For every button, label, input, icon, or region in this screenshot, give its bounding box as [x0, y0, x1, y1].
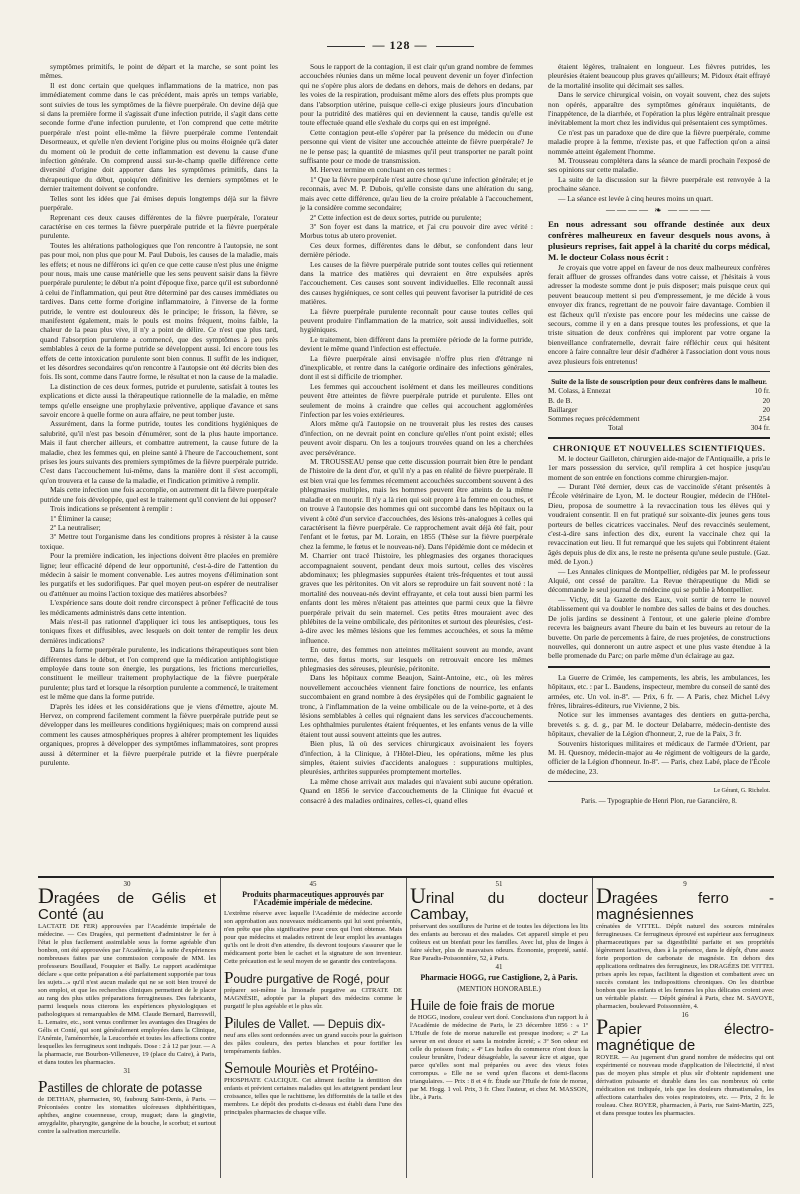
appeal-heading: En nous adressant sou offrande destinée aux deux confrères malheureux en faveur desquels nous avons, à plusieurs reprises, fait appel à la charité du corps médical, M. le docteur Colass nous écrit :: [548, 218, 770, 262]
paragraph: 2º La neutraliser;: [50, 522, 101, 532]
column-right: [548, 62, 770, 870]
ad-title: Produits pharmaceutiques approuvés par l'Académie impériale de médecine.: [242, 890, 384, 907]
paragraph: symptômes primitifs, le point de départ et la marche, se sont point les mêmes.: [40, 62, 278, 81]
total-amount: 304 fr.: [750, 423, 770, 433]
ad-body: PHOSPHATE CALCIQUE. Cet aliment facilite la dentition des enfants et prévient certaines maladies qui les atteignent pendant leur croissance, telles que le rachitisme, les difformités de la taille et des membres. Le dépôt des produits ci-dessus est établi dans l'une des principales pharmacies de chaque ville.: [224, 1077, 402, 1116]
chronique-items: [548, 454, 770, 661]
book-notice: Notice sur les immenses avantages des dentiers en gutta-percha, brevetés s. g. d. g., par M. le docteur Delabarre, médecin-dentiste des hôpitaux, chevalier de la Légion d'honneur, 2, rue de la Paix, 3 fr.: [548, 710, 770, 739]
column-middle: [300, 62, 533, 862]
rule: [548, 437, 770, 439]
chronique-title: CHRONIQUE ET NOUVELLES SCIENTIFIQUES.: [552, 443, 766, 454]
donor-name: M. Colass, à Ennezat: [548, 386, 611, 396]
paragraph: Le traitement, bien différent dans la première période de la forme putride, devient le même quand l'infection est effectuée.: [300, 334, 533, 354]
paragraph: Mais n'est-il pas rationnel d'appliquer ici tous les antiseptiques, tous les toniques fixes et diffusibles, avec lesquels on doit tenter de remplir les deux dernières indications?: [40, 616, 278, 645]
ad-body: L'extrême réserve avec laquelle l'Académie de médecine accorde son approbation aux nouveaux médicaments qui lui sont présentés, n'en prête que plus significative pour ceux qui l'ont obtenue. Mais pour que médecins et malades retirent de leur emploi les avantages qu'ils ont le droit d'en attendre, ils devront toujours s'assurer que le médicament porte bien le cachet et la signature de son inventeur. Cette précaution est le seul moyen de se garantir des contrefaçons.: [224, 910, 402, 965]
printer-line: Paris. — Typographie de Henri Plon, rue Garancière, 8.: [581, 796, 737, 805]
news-item: M. le docteur Gailleton, chirurgien aide-major de l'Antiquaille, a pris le 1er mars possession du service, qu'il remplira à cet hospice jusqu'au moment de son entrée en fonctions comme chirurgien-major.: [548, 453, 770, 482]
ad-gelis-conte: [38, 880, 216, 1176]
ad-title: Dragées de Gélis et Conté (au: [38, 883, 216, 923]
subscription-table: [548, 386, 770, 423]
ad-title: Pilules de Vallet. — Depuis dix-: [224, 1013, 386, 1032]
donation-amount: 10 fr.: [754, 386, 770, 396]
ad-number: 45: [309, 880, 317, 888]
ornament-divider: ———— ❧ ————: [605, 205, 713, 216]
paragraph: 3º Mettre tout l'organisme dans les conditions propres à résister à la cause toxique.: [40, 532, 278, 551]
ad-number: 30: [123, 880, 131, 888]
paragraph: Pour la première indication, les injections doivent être placées en première ligne; leur efficacité dépend de leur opportunité, c'est-à-dire de l'attention du médecin à saisir le moment convenable. Les autres moyens d'élimination sont les purgatifs et les sudorifiques. Par quel moyen peut-on espérer de neutraliser ou d'atténuer au moins l'action toxique des matières absorbées?: [40, 551, 278, 598]
ad-body: de DETHAN, pharmacien, 90, faubourg Saint-Denis, à Paris. — Préconisées contre les stomatites ulcéreuses diphthéritiques, aphthes, angine couenneuse, croup, muguet; dans la gingivite, amygdalite, pharyngite, gangrène de la bouche, le scorbut; et surtout contre la salivation mercurielle.: [38, 1096, 216, 1135]
gerant-line: Le Gérant, G. Richelot.: [713, 788, 770, 795]
ad-title: Urinal du docteur Cambay,: [410, 883, 588, 923]
ad-mention: (MENTION HONORABLE.): [457, 985, 541, 993]
ad-body: crénatées de VITTEL. Dépôt naturel des sources minérales ferrugineuses. Ce ferrugineux éprouvé est supérieur aux ferrugineux pharmaceutiques par sa digestibilité parfaite et ses propriétés légèrement laxatives, dues à la présence, dans le dépôt, d'une assez forte proportion de carbonate de magnésie. En dehors des applications ordinaires des ferrugineux, les DRAGÉES DE VITTEL prises après les repas, facilitent la digestion et combattent avec un succès constant les indispositions chroniques. On les distribue bonbon que les enfants et les femmes les plus délicates croient avec un véritable plaisir. — Dépôt général à Paris, chez M. SAVOYE, pharmacien, boulevard Poissonnière, 4.: [596, 923, 774, 1010]
ad-body: préservant des souillures de l'urine et de toutes les déjections les lits des enfants au berceau et des malades. Cet appareil simple et peu coûteux est un bienfait pour les familles. Avec lui, plus de linges à faire sécher, plus de mauvaises odeurs. Économie, propreté, santé. Rue Paradis-Poissonnière, 52, à Paris.: [410, 923, 588, 962]
paragraph: La distinction de ces deux formes, putride et purulente, satisfait à toutes les explications et dicte aussi la thérapeutique rationnelle de la maladie, en même temps qu'elle enseigne une prophylaxie préventive, applique d'avance et sans savoir encore à quelle forme on aura affaire, ne peut tomber juste.: [40, 381, 278, 420]
paragraph: Ce n'est pas un paradoxe que de dire que la fièvre puerpérale, comme maladie propre à la femme, n'existe pas, et que l'affection qu'on a ainsi nommée atteint également l'homme.: [548, 127, 770, 156]
donation-amount: 20: [762, 404, 770, 414]
paragraph: Les causes de la fièvre puerpérale putride sont toutes celles qui retiennent dans la matrice des matières qui devraient en être expulsées après l'accouchement. Ces causes sont souvent individuelles. Elle reconnaît aussi des causes hygiéniques, ce sont celles qui peuvent favoriser la putridité de ces matières.: [300, 259, 533, 307]
paragraph: La même chose arrivait aux malades qui n'avaient subi aucune opération. Quand en 1856 le service d'accouchements de la Clinique fut évacué et consacré à des maladies ordinaires, celles-ci, quand elles: [300, 776, 533, 805]
subscription-total: [548, 423, 770, 432]
ad-separator: [220, 878, 221, 1178]
appeal-body: Je croyais que votre appel en faveur de nos deux malheureux confrères ferait affluer de grosses offrandes dans votre caisse, et j'hésitais à vous adresser la modeste somme dont je puis disposer; mais puisque ceux qui peuvent beaucoup mettent si peu d'empressement, je me décide à vous envoyer dix francs, regrettant de ne pouvoir faire davantage. Combien il est fâcheux qu'il n'existe pas encore pour les médecins une caisse de secours, comme il y en a dans presque toutes les professions, et que la triste situation de deux confrères qui implorent par votre organe la bienveillance confraternelle, devrait faire réfléchir ceux qui hésitent encore à faire connaître leur désir d'adhérer à l'association dont vous nous avez plusieurs fois entretenus!: [548, 262, 770, 366]
paragraph: Toutes les altérations pathologiques que l'on rencontre à l'autopsie, ne sont pas pour moi, non plus que pour M. Paul Dubois, les causes de la maladie, mais les effets; et nous ne différons ici qu'en ce que cette cause n'est plus une énigme pour nous, mais une cause matérielle que les sens peuvent saisir dans la fièvre puerpérale purulente; le début n'a point d'époque fixe, parce qu'il est subordonné à celui de l'inflammation, qui peut être déterminé par des causes immédiates ou tardives. Dans cette forme d'origine inflammatoire, à l'inverse de la forme putride, le ventre est douloureux dès le principe; le frisson, la fièvre, se manifestent également, mais le pouls est moins fréquent, moins faible, la chaleur de la peau plus vive, il n'y a point de délire. Ce n'est que plus tard, quand l'absorption purulente a commencé, que des symptômes à peu près semblables à ceux de la forme putride se développent aussi. Ici encore tous les effets de cette intoxication purulente sont bien connus. Il suffit de les indiquer, et les désordres secondaires qu'on rencontre à l'autopsie ont été décrits bien des fois. Ils sont, comme dans l'autre forme, le résultat et non la cause de la maladie.: [40, 240, 278, 382]
advertisements: [38, 876, 774, 1178]
rule: [548, 781, 770, 782]
ad-title: Huile de foie frais de morue: [410, 995, 555, 1014]
paragraph: La fièvre puerpérale purulente reconnaît pour cause toutes celles qui peuvent produire l'inflammation de la matrice, soit aussi individuelles, soit hygiéniques.: [300, 306, 533, 335]
donor-name: Baillarger: [548, 404, 578, 414]
paragraph: La fièvre puerpérale ainsi envisagée n'offre plus rien d'étrange ni d'inexplicable, et rentre dans la catégorie ordinaire des infections générales, dont il est si difficile de triompher.: [300, 353, 533, 382]
ad-title: Poudre purgative de Rogé, pour: [224, 968, 390, 987]
ad-title: Pharmacie HOGG, rue Castiglione, 2, à Paris.: [420, 973, 578, 982]
ad-body: de HOGG, inodore, couleur vert doré. Conclusions d'un rapport lu à l'Académie de médecine de Paris, le 23 décembre 1856 : « 1º L'Huile de foie de morue naturelle est presque inodore; « 2º La saveur en est douce et sans la moindre âcreté; « 3º Son odeur est celle du poisson frais; « 4º Les huiles du commerce n'ont doux la couleur brunâtre, l'odeur désagréable, la saveur âcre et aigue, que parce qu'elles sont mal préparées ou avec des vieux foies corrompus. » Elle ne se vend qu'en flacons et demi-flacons triangulaires. — Prix : 8 et 4 fr. Étude sur l'Huile de foie de morue, par M. Hogg. 1 vol. Prix, 3 fr. Chez l'auteur, et chez M. MASSON, libr., à Paris.: [410, 1014, 588, 1101]
paragraph: Mais cette infection une fois accomplie, on autrement dit la fièvre puerpérale putride une fois développée, quel est le traitement qu'il convient de lui opposer?: [40, 485, 278, 504]
donation-amount: 20: [762, 395, 770, 405]
paragraph: Reprenant ces deux causes différentes de la fièvre puerpérale, l'orateur caractérise en ces termes la fièvre puerpérale putride et la fièvre puerpérale purulente.: [40, 212, 278, 241]
paragraph: Dans le service chirurgical voisin, on voyait souvent, chez des sujets non opérés, apparaître des symptômes généraux inquiétants, de l'inappétence, de la diarrhée, et l'opération la plus légère entraînait presque inévitablement la mort chez les individus qui présentaient ces symptômes.: [548, 90, 770, 128]
paragraph: Il est donc certain que quelques inflammations de la matrice, non pas immédiatement comme dans le cas précédent, mais après un temps variable, sont suivies de tous les symptômes de la fièvre puerpérale. On devine déjà que si dans la première forme il s'agissait d'une infection putride, il s'agit dans cette seconde forme d'une infection purulente, et l'on comprend que cette métrite puerpérale n'est point elle-même la fièvre puerpérale comme l'entendait Desormeaux, et qu'elle n'en devient l'origine plus ou moins éloignée qu'à dater du moment où le produit de cette inflammation est devenu la cause d'une infection générale. On comprend aussi sur-le-champ quelle différence cette diversité d'origine doit apporter dans les symptômes primitifs, dans la thérapeutique du début, quoiqu'en définitive les derniers symptômes et le dernier traitement doivent se confondre.: [40, 80, 278, 194]
paragraph: étaient légères, traînaient en longueur. Les fièvres putrides, les pleurésies étaient beaucoup plus graves qu'ailleurs; M. Pidoux était effrayé de la mortalité insolite qui décimait ses salles.: [548, 62, 770, 90]
paragraph: D'après les idées et les considérations que je viens d'émettre, ajoute M. Hervez, on comprend facilement comment la fièvre puerpérale putride peut se développer dans les meilleures conditions hygiéniques; mais on comprend aussi comment les causes atmosphériques propres à altérer promptement les liquides organiques, propres à développer des symptômes inflammatoires, sont propres aussi à déterminer et la fièvre puerpérale putride et la fièvre puerpérale purulente.: [40, 701, 278, 768]
ad-separator: [592, 878, 593, 1178]
paragraph: M. Trousseau complétera dans la séance de mardi prochain l'exposé de ses opinions sur cette maladie.: [548, 156, 770, 175]
ad-body: préparer soi-même la limonade purgative au CITRATE DE MAGNÉSIE, adoptée par la plupart des médecins comme le purgatif le plus agréable et le plus sûr.: [224, 987, 402, 1010]
ad-title: Pastilles de chlorate de potasse: [38, 1077, 203, 1096]
paragraph: Dans les hôpitaux comme Beaujon, Saint-Antoine, etc., où les mères nouvellement accouchées viennent faire fonctions de nourrice, les enfants succombaient en grand nombre à des érysipèles qui de l'ombilic gagnaient le tronc, à l'inflammation de la veine ombilicale ou de la veine-porte, et à des lésions semblables à celles qui régnaient dans les services d'accouchements. Les ophthalmies purulentes étaient fréquentes, et les enfants venus de la ville étaient tout aussi souvent atteints que les autres.: [300, 673, 533, 739]
ad-title: Dragées ferro - magnésiennes: [596, 883, 774, 923]
paragraph: — La séance est levée à cinq heures moins un quart.: [558, 193, 713, 203]
paragraph: 2º Cette infection est de deux sortes, putride ou purulente;: [310, 212, 482, 222]
ad-urinal-hogg: [410, 880, 588, 1176]
ad-vittel-royer: [596, 880, 774, 1176]
paragraph: 1º Que la fièvre puerpérale n'est autre chose qu'une infection générale; et je reconnais, avec M. P. Dubois, qu'elle consiste dans une altération du sang, mais avec cette différence, qu'au lieu de la croire préalable à l'accouchement, je la considère comme secondaire;: [300, 174, 533, 213]
paragraph: 3º Son foyer est dans la matrice, et j'ai cru pouvoir dire avec vérité : Morbus totus ab utero proveniet.: [300, 221, 533, 241]
total-label: Total: [608, 423, 624, 433]
donor-name: B. de B.: [548, 395, 573, 405]
paragraph: Bien plus, là où des services chirurgicaux avoisinaient les foyers d'infection, à la Clinique, à l'Hôtel-Dieu, les opérations, même les plus simples, étaient suivies d'accidents analogues : suppurations multiples, pleurésies, arthrites suppurées promptement mortelles.: [300, 739, 533, 777]
ad-number: 41: [495, 963, 503, 971]
book-notice: Souvenirs historiques militaires et médicaux de l'armée d'Orient, par M. H. Quesnoy, médecin-major au 4e régiment de voltigeurs de la garde, officier de la Légion d'honneur. In-8º. — Paris, chez Labé, place de l'École de médecine, 23.: [548, 738, 770, 776]
paragraph: Dans la forme puerpérale purulente, les indications thérapeutiques sont bien différentes dans le début, et l'on comprend que la médication antiphlogistique employée dans toute son énergie, les purgations, les frictions mercurielles, constituent le meilleur traitement prophylactique de la fièvre puerpérale purulente; plus tard et lorsque la résorption purulente a commencé, le traitement est le même que dans la forme putride.: [40, 645, 278, 702]
subscription-title: Suite de la liste de souscription pour deux confrères dans le malheur.: [551, 376, 767, 386]
news-item: — Durant l'été dernier, deux cas de vaccinoïde s'étant présentés à l'École vétérinaire de Lyon, M. le docteur Rougier, médecin de l'Hôtel-Dieu, proposa de soumettre à la revaccination tous les élèves qui y voudraient consentir. Il en fut pratiqué sur soixante-dix jeunes gens tous porteurs de belles cicatrices vaccinales. Neuf des revaccinés seulement, c'est-à-dire sans infection des dix, eurent la vaccinale chez qui la revaccination eut lieu. Il fut remarqué que les sujets qui l'obtinrent étaient âgés depuis plus de dix ans, le reste ne présenta qu'une seule pustule. (Gaz. méd. de Lyon.): [548, 482, 770, 567]
paragraph: M. TROUSSEAU pense que cette discussion pourrait bien être le pendant de l'histoire de la dent d'or, et qu'il n'y a pas en réalité de fièvre puerpérale. Il est bien vrai que les femmes récemment accouchées succombent souvent à des phlegmasies multiples, mais les hommes peuvent être atteints de la même maladie et en mourir. Il n'y a là rien qui soit propre à la femme en couches, et on trouve à l'autopsie des hommes qui ont succombé dans les hôpitaux ou la vivent à côté d'un service d'accouchées, des lésions très-analogues à celles qui caractérisent la fièvre puerpérale. Ce rapprochement avait déjà été fait, pour l'enfant et le fœtus, par M. Lorain, en 1855 (Thèse sur la fièvre puerpérale chez la femme, le fœtus et le nouveau-né). Dans l'épidémie dont ce médecin et M. Charrier ont tracé l'histoire, les phlegmasies des organes thoraciques accompagnaient souvent, pendant deux mois surtout, celles des viscères abdominaux; les phlegmasies suppurées étaient très-fréquentes et tout aussi graves que les péritonites. On vit alors se reproduire un fait souvent noté : la mortalité des nouveau-nés devint effrayante, et cela tout aussi bien parmi les enfants dont les mères n'étaient pas atteintes que parmi ceux que la fièvre puerpérale privait du sein maternel. Ces petits êtres mouraient avec des phlébites de la veine ombilicale, des péritonites et surtout des pleurésies, c'est-à-dire avec les mêmes lésions que les femmes accouchées, et sous la même influence.: [300, 457, 533, 645]
paragraph: Sous le rapport de la contagion, il est clair qu'un grand nombre de femmes accouchées réunies dans un même local peuvent devenir un foyer d'infection qui ne s'opère plus alors de dedans en dehors, mais de dehors en dedans, par les voies de la respiration, produisant même alors des effets plus prompts que dans l'absorption utérine, puisque celle-ci exige plusieurs jours d'incubation pour la putridité des matières qui en deviennent la cause, tandis qu'elle est toute effectuée quand elle s'exhale du corps qui en est imprégné.: [300, 62, 533, 128]
book-notice: La Guerre de Crimée, les campements, les abris, les ambulances, les hôpitaux, etc. : par L. Baudens, inspecteur, membre du conseil de santé des armées, etc. Un vol. in-8º. — Prix, 6 fr. — A Paris, chez Michel Lévy frères, libraires-éditeurs, rue Vivienne, 2 bis.: [548, 672, 770, 710]
rule: [548, 666, 770, 668]
paragraph: Cette contagion peut-elle s'opérer par la présence du médecin ou d'une personne qui vient de visiter une accouchée atteinte de fièvre puerpérale? Je ne le pense pas; la quantité de miasmes qu'il peut transporter ne paraît point suffisante pour ce mode de transmission.: [300, 127, 533, 166]
column-left: [40, 62, 278, 862]
page-number: — 128 —: [0, 38, 800, 53]
book-notices: [548, 673, 770, 776]
paragraph: M. Hervez termine en concluant en ces termes :: [310, 165, 451, 175]
news-item: — Vichy, dit la Gazette des Eaux, voit sortir de terre le nouvel établissement qui va doubler le nombre des salles de bains et des douches. De jolis jardins se dessinent à l'entour, et une galerie pleine d'ombre recevra les baigneurs avant l'heure du bain et les buveurs au retour de la buvette. On parle de percements à faire, de rues projetées, de constructions nouvelles, qui donneront un autre aspect et une plus vaste étendue à la belle promenade du Parc; on parle même d'un éclairage au gaz.: [548, 594, 770, 661]
ad-number: 9: [683, 880, 687, 888]
paragraph: L'expérience sans doute doit rendre circonspect à prôner l'efficacité de tous les médicaments administrés dans cette intention.: [40, 598, 278, 617]
subscription-row: [548, 405, 770, 414]
ad-title: Semoule Mouriès et Protéino-: [224, 1058, 378, 1077]
paragraph: Trois indications se présentent à remplir :: [50, 504, 173, 514]
paragraph: En outre, des femmes non atteintes mélitaient souvent au monde, avant terme, des fœtus morts, sur lesquels on retrouvait encore les mêmes phlegmasies des séreuses, pleurésie, péritonite.: [300, 645, 533, 673]
ad-separator: [406, 878, 407, 1178]
paragraph: Assurément, dans la forme putride, toutes les conditions hygiéniques de salubrité, qu'il n'est pas besoin d'énumérer, sont de la plus haute importance. Mais il faut chercher ailleurs, et combattre autrement, la cause future de la maladie, chez les femmes qui, en pleine santé à l'heure de l'accouchement, sont prises les jours suivants des premiers symptômes de la fièvre puerpérale putride. C'est dans l'accouchement lui-même, dans la manière dont il s'est accompli, qu'on trouvera et la cause de la maladie, et l'indication primitive à remplir.: [40, 419, 278, 485]
paragraph: Telles sont les idées que j'ai émises depuis longtemps déjà sur la fièvre puerpérale.: [40, 193, 278, 213]
ad-body: neuf ans elles sont ordonnées avec un grand succès pour la guérison des pâles couleurs, des pertes blanches et pour fortifier les tempéraments faibles.: [224, 1032, 402, 1055]
donor-name: Sommes reçues précédemment: [548, 413, 640, 423]
discussion-end: [548, 62, 770, 203]
ad-produits-pharmaceutiques: [224, 880, 402, 1176]
paragraph: La suite de la discussion sur la fièvre puerpérale est renvoyée à la prochaine séance.: [548, 174, 770, 194]
news-item: — Les Annales cliniques de Montpellier, rédigées par M. le professeur Alquié, ont cessé de paraître. La Revue thérapeutique du Midi se décommande le seul journal de médecine qui se publie à Montpellier.: [548, 566, 770, 595]
subscription-row: [548, 396, 770, 405]
imprint: [548, 787, 770, 806]
ad-body: LACTATE DE FER) approuvées par l'Académie impériale de médecine. — Ces Dragées, qui permettent d'administrer le fer à l'état le plus facilement assimilable sous la forme agréable d'un bonbon, ont été approuvées par l'Académie, à la suite d'expériences nombreuses faites par une commission composée de MM. les professeurs Bouillaud, Fouquier et Bally. Le rapport académique déclare « que cette préparation a été parfaitement supportée par tous les sujets...» qu'il n'est aucun malade qui ne se soit bien trouvé de son emploi, et que les recherches cliniques permettent de le placer au rang des plus utiles préparations ferrugineuses. Des fabricants, parmi lesquels nous citerons les expériences physiologiques et pathologiques si remarquables de MM. Claude Bernard, Barreswill, L. Lemaire, etc., sont venus confirmer les avantages des Dragées de Gélis et Conté, qui sont généralement employées dans la Clinique, l'Anémie, l'aménorrhée, la Leucorrhée et toutes les affections contre lesquelles les ferrugineux sont indiqués. Dose : 2 à 12 par jour. — A la pharmacie, rue Bourbon-Villeneuve, 19 (place du Caire), à Paris, et dans toutes les pharmacies.: [38, 923, 216, 1066]
donation-amount: 254: [758, 413, 770, 423]
paragraph: 1º Éliminer la cause;: [50, 513, 112, 523]
rule: [548, 371, 770, 372]
ad-title: Papier électro-magnétique de: [596, 1014, 774, 1054]
paragraph: Les femmes qui accouchent isolément et dans les meilleures conditions peuvent être atteintes de fièvre puerpérale putride et purulente. Elles ont seulement de moins à craindre que celles qui accouchent agglomérées l'infection par les voies extérieures.: [300, 381, 533, 420]
subscription-row: [548, 414, 770, 423]
paragraph: Alors même qu'à l'autopsie on ne trouverait plus les restes des causes d'infection, on ne devrait point en conclure qu'elles n'ont point existé; elles peuvent avoir disparu. On les a toujours trouvées quand on les a cherchées avec persévérance.: [300, 419, 533, 457]
paragraph: Ces deux formes, différentes dans le début, se confondent dans leur dernière période.: [300, 240, 533, 260]
subscription-row: [548, 386, 770, 395]
ad-number: 51: [495, 880, 503, 888]
ad-number: 16: [681, 1011, 689, 1019]
ad-body: ROYER. — Au jugement d'un grand nombre de médecins qui ont expérimenté ce nouveau mode d'application de l'électricité, il n'est pas de moyen plus simple et plus sûr d'obtenir rapidement une dérivation puissante et durable dans les cas nombreux où cette médication est indiquée, tels que les douleurs rhumatismales, les affections catarrhales des voies respiratoires, etc. — Prix, 2 fr. le rouleau. Chez ROYER, pharmacien, à Paris, rue Saint-Martin, 225, et dans presque toutes les pharmacies.: [596, 1054, 774, 1117]
ad-number: 31: [123, 1067, 131, 1075]
